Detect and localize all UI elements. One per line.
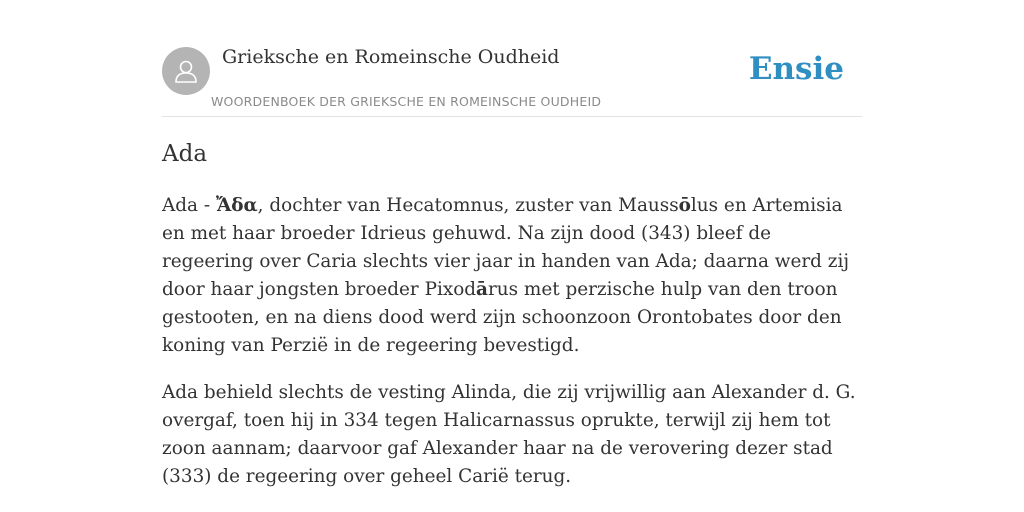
source-title[interactable]: Grieksche en Romeinsche Oudheid	[222, 46, 560, 68]
greek-name: Ἄδα	[215, 195, 258, 216]
entry-body	[162, 192, 862, 510]
avatar[interactable]	[162, 47, 210, 95]
source-header	[162, 0, 862, 117]
entry-paragraph-1	[162, 192, 862, 360]
ensie-logo[interactable]: Ensie	[748, 51, 844, 87]
page	[162, 0, 862, 512]
paragraph-text-a: , dochter van Hecatomnus, zuster van Mauss	[257, 195, 679, 216]
paragraph-text-c: rus met perzische hulp van den troon gestooten, en na diens dood werd zijn schoonzoon Orontobates door den koning van Perzië in de regeering bevestigd.	[162, 279, 842, 356]
long-vowel-a: ā	[476, 279, 488, 300]
paragraph-prefix: Ada -	[162, 195, 216, 216]
long-vowel-o: ō	[678, 195, 691, 216]
entry-title: Ada	[162, 141, 208, 167]
paragraph-text-b: lus en Artemisia en met haar broeder Idrieus gehuwd. Na zijn dood (343) bleef de regeering over Caria slechts vier jaar in handen van Ada; daarna werd zij door haar jongsten broeder Pixod	[162, 195, 850, 300]
user-icon	[171, 56, 201, 86]
source-subtitle: WOORDENBOEK DER GRIEKSCHE EN ROMEINSCHE OUDHEID	[211, 94, 602, 109]
entry-paragraph-2: Ada behield slechts de vesting Alinda, die zij vrijwillig aan Alexander d. G. overgaf, toen hij in 334 tegen Halicarnassus oprukte, terwijl zij hem tot zoon aannam; daarvoor gaf Alexander haar na de verovering dezer stad (333) de regeering over geheel Carië terug.	[162, 382, 856, 487]
